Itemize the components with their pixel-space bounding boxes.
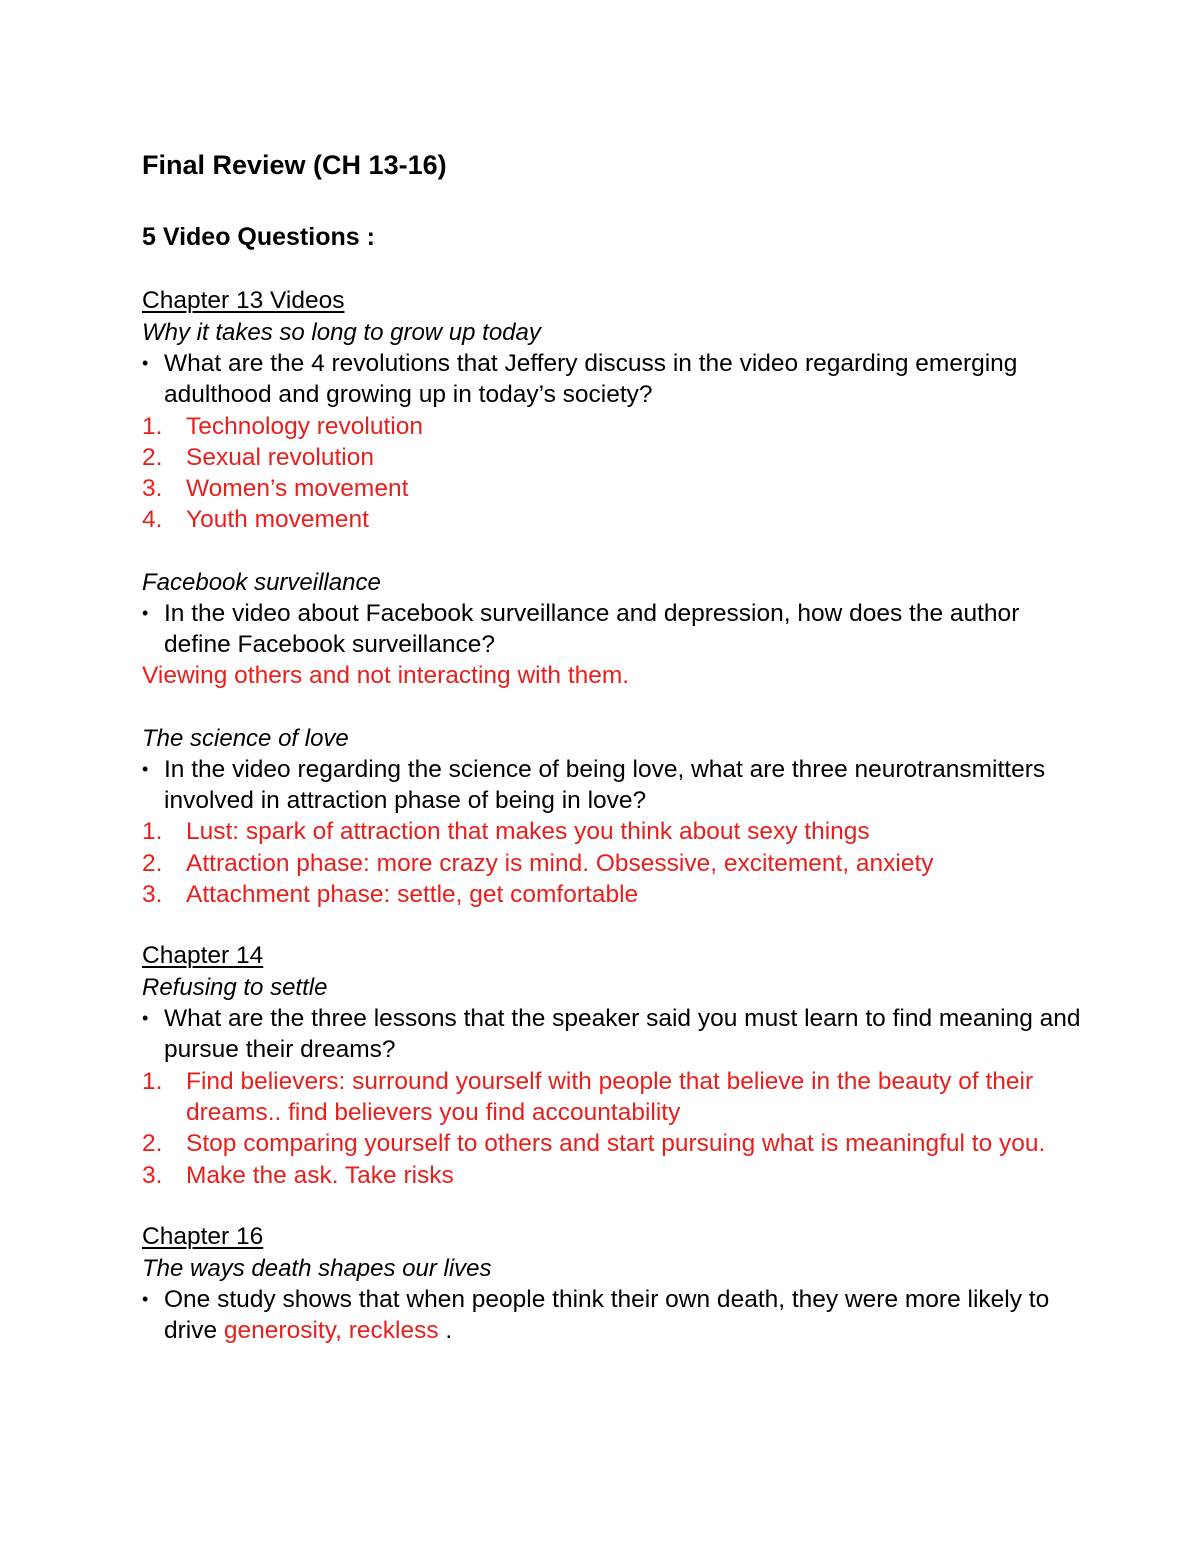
answer-item bbox=[142, 816, 1082, 847]
question-text: One study shows that when people think their own death, they were more likely to drive bbox=[164, 1285, 1050, 1345]
answer-number: 1. bbox=[142, 1067, 163, 1095]
document-title: Final Review (CH 13-16) bbox=[142, 150, 447, 180]
answer-text: Lust: spark of attraction that makes you think about sexy things bbox=[186, 818, 870, 846]
answer-list bbox=[142, 816, 1082, 910]
inline-answer-text: generosity, reckless bbox=[223, 1317, 439, 1345]
answer-number: 2. bbox=[142, 1130, 163, 1158]
bullet-icon: • bbox=[142, 1288, 149, 1309]
answer-number: 2. bbox=[142, 849, 163, 877]
question-bullet bbox=[142, 598, 1082, 661]
answer-number: 2. bbox=[142, 443, 163, 471]
answer-item bbox=[142, 848, 1082, 879]
question-text: What are the 4 revolutions that Jeffery discuss in the video regarding emerging adulthood and growing up in today’s society? bbox=[164, 350, 1018, 409]
answer-text: Attraction phase: more crazy is mind. Obsessive, excitement, anxiety bbox=[186, 849, 934, 877]
answer-text: Viewing others and not interacting with them. bbox=[142, 662, 630, 690]
answer-number: 3. bbox=[142, 475, 163, 503]
answer-list bbox=[142, 1066, 1082, 1191]
answer-text: Youth movement bbox=[186, 506, 369, 534]
answer-item bbox=[142, 504, 1082, 535]
answer-number: 3. bbox=[142, 880, 163, 908]
answer-text: Attachment phase: settle, get comfortable bbox=[186, 880, 639, 908]
answer-item bbox=[142, 473, 1082, 504]
answer-item bbox=[142, 1160, 1082, 1191]
topic-grow-up-title: Why it takes so long to grow up today bbox=[142, 319, 541, 346]
question-text: In the video regarding the science of being love, what are three neurotransmitters involved in attraction phase of being in love? bbox=[164, 755, 1046, 814]
answer-text: Technology revolution bbox=[186, 412, 423, 440]
answer-text: Women’s movement bbox=[186, 475, 409, 503]
answer-number: 1. bbox=[142, 412, 163, 440]
question-text: What are the three lessons that the speaker said you must learn to find meaning and pursue their dreams? bbox=[164, 1005, 1081, 1064]
answer-number: 4. bbox=[142, 506, 163, 534]
question-bullet bbox=[142, 1003, 1082, 1066]
chapter-16-heading: Chapter 16 bbox=[142, 1222, 264, 1250]
topic-facebook-title: Facebook surveillance bbox=[142, 568, 381, 596]
answer-text: Sexual revolution bbox=[186, 443, 374, 471]
bullet-icon: • bbox=[142, 758, 149, 779]
chapter-13-heading: Chapter 13 Videos bbox=[142, 287, 345, 314]
topic-death-title: The ways death shapes our lives bbox=[142, 1254, 492, 1282]
answer-item bbox=[142, 442, 1082, 473]
topic-love-title: The science of love bbox=[142, 724, 349, 752]
bullet-icon: • bbox=[142, 1008, 149, 1029]
chapter-14-heading: Chapter 14 bbox=[142, 942, 264, 970]
answer-number: 3. bbox=[142, 1161, 163, 1189]
answer-text: Make the ask. Take risks bbox=[186, 1161, 454, 1189]
answer-item bbox=[142, 411, 1082, 442]
answer-list bbox=[142, 411, 1082, 536]
bullet-icon: • bbox=[142, 602, 149, 623]
topic-settle-title: Refusing to settle bbox=[142, 974, 328, 1002]
bullet-icon: • bbox=[142, 353, 149, 373]
answer-item bbox=[142, 1066, 1082, 1129]
question-text: In the video about Facebook surveillance and depression, how does the author define Facebook surveillance? bbox=[164, 599, 1020, 659]
answer-text: Find believers: surround yourself with people that believe in the beauty of their dreams.. find believers you find accountability bbox=[186, 1067, 1034, 1127]
answer-item bbox=[142, 1128, 1082, 1159]
document-page bbox=[142, 145, 1082, 1347]
question-text-end: . bbox=[438, 1317, 453, 1345]
answer-number: 1. bbox=[142, 818, 163, 846]
section-subtitle: 5 Video Questions : bbox=[142, 223, 375, 251]
question-bullet bbox=[142, 754, 1082, 817]
question-bullet bbox=[142, 1284, 1082, 1347]
answer-text: Stop comparing yourself to others and start pursuing what is meaningful to you. bbox=[186, 1130, 1046, 1158]
question-bullet bbox=[142, 348, 1082, 411]
answer-item bbox=[142, 879, 1082, 910]
